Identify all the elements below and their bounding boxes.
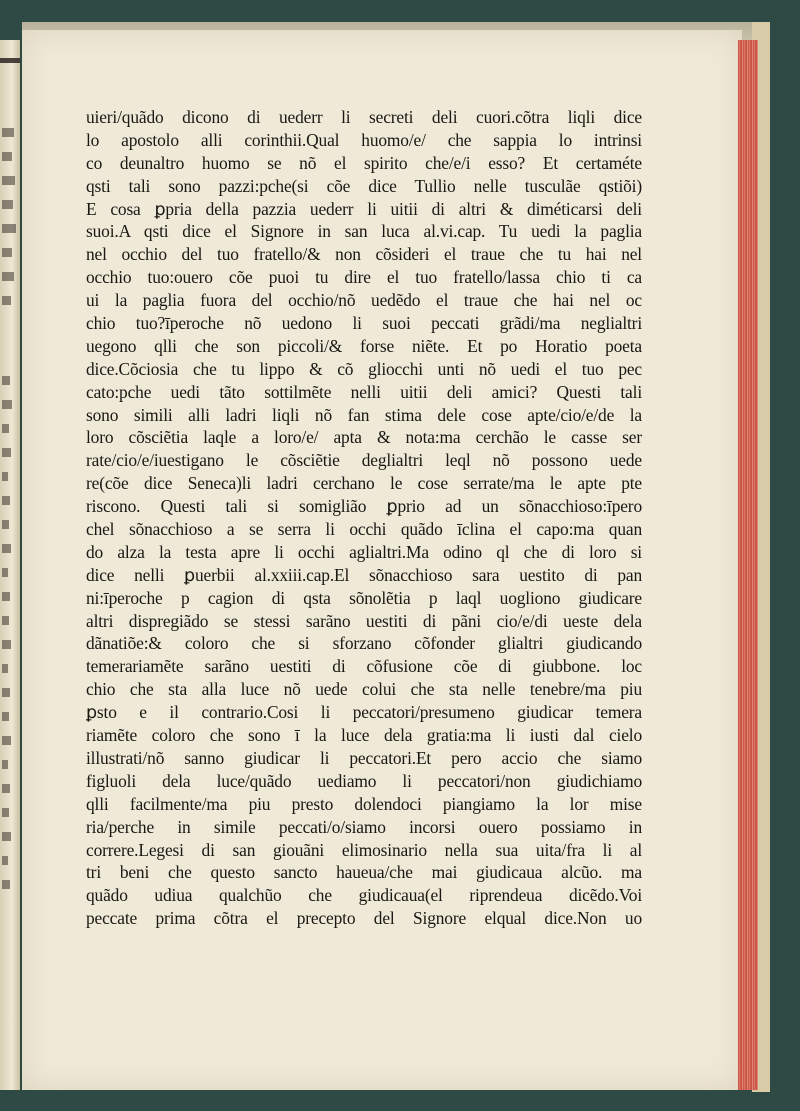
facing-page-glyph [2,248,12,257]
text-line: cato:pche uedi tãto sottilmẽte nelli uitii deli amici? Questi tali [86,381,642,402]
facing-page-glyph [2,176,15,185]
text-line: co deunaltro huomo se nõ el spirito che/e/i esso? Et certaméte [86,152,642,173]
facing-page-glyph [2,664,8,673]
facing-page-glyph [2,616,9,625]
text-line: temerariamẽte sarãno uestiti di cõfusione cõe di giubbone. loc [86,656,642,677]
text-line: uieri/quãdo dicono di uederr li secreti deli cuori.cõtra liqli dice [86,107,642,127]
facing-page-glyph [2,152,12,161]
facing-page-glyph [2,736,11,745]
text-line: suoi.A qsti dice el Signore in san luca al.vi.cap. Tu uedi la paglia [86,221,642,242]
facing-page-glyph [2,544,11,553]
facing-page-glyph [2,472,8,481]
red-page-edge [738,40,758,1090]
text-line: altri dispregiãdo se stessi sarãno uestiti di pãni cio/e/di ueste dela [86,610,642,631]
text-line: lo apostolo alli corinthii.Qual huomo/e/ che sappia lo intrinsi [86,129,642,150]
facing-page-glyph [2,640,11,649]
facing-page-glyph [2,272,14,281]
facing-page-glyph [2,808,9,817]
text-line: dice.Cõciosia che tu lippo & cõ gliocchi unti nõ uedi el tuo pec [86,358,642,379]
facing-page-glyph [2,520,9,529]
text-line: correre.Legesi di san giouãni elimosinario nella sua uita/fra li al [86,839,642,860]
text-line: riamẽte coloro che sono ī la luce dela gratia:ma li iusti dal cielo [86,725,642,746]
text-line: nel occhio del tuo fratello/& non cõsideri el traue che tu hai nel [86,244,642,265]
text-line: peccate prima cõtra el precepto del Signore elqual dice.Non uo [86,908,642,929]
text-line: do alza la testa apre li occhi aglialtri.Ma odino ql che di loro si [86,541,642,562]
text-line: sono simili alli ladri liqli nõ fan stima dele cose apte/cio/e/de la [86,404,642,425]
text-line: re(cõe dice Seneca)li ladri cerchano le cose serrate/ma le apte pte [86,473,642,494]
facing-page-glyph [2,880,10,889]
facing-page-glyph [2,224,16,233]
facing-page-glyph [2,688,10,697]
facing-page-glyph [2,712,9,721]
facing-page-glyph [2,448,11,457]
facing-page-glyph [2,376,10,385]
text-line: ria/perche in simile peccati/o/siamo incorsi ouero possiamo in [86,816,642,837]
facing-page-glyph [2,128,14,137]
facing-page-glyph [2,200,13,209]
text-line: chel sõnacchioso a se serra li occhi quãdo īclina el capo:ma quan [86,519,642,540]
facing-page-glyph [2,568,8,577]
text-line: chio tuo?īperoche nõ uedono li suoi peccati grãdi/ma neglialtri [86,313,642,334]
facing-page-glyph [2,400,12,409]
facing-page-glyph [2,424,9,433]
text-line: dãnatiõe:& coloro che si sforzano cõfonder glialtri giudicando [86,633,642,654]
facing-page-glyph [2,856,8,865]
text-line: riscono. Questi tali si somiglião ꝑprio ad un sõnacchioso:īpero [86,496,642,517]
text-line: occhio tuo:ouero cõe puoi tu dire el tuo fratello/lassa chio ti ca [86,267,642,288]
text-line: tri beni che questo sancto haueua/che mai giudicaua alcũo. ma [86,862,642,883]
facing-page-glyph [2,592,10,601]
text-line: loro cõsciẽtia laqle a loro/e/ apta & nota:ma cerchão le casse ser [86,427,642,448]
text-line: quãdo udiua qualchũo che giudicaua(el riprendeua dicẽdo.Voi [86,885,642,906]
text-line: ui la paglia fuora del occhio/nõ uedẽdo el traue che hai nel oc [86,290,642,311]
facing-page-glyph [2,832,11,841]
page-body-text [86,106,642,930]
text-line: figluoli dela luce/quãdo uediamo li peccatori/non giudichiamo [86,770,642,791]
facing-page-glyph [2,296,11,305]
text-line: illustrati/nõ sanno giudicar li peccatori.Et pero accio che siamo [86,747,642,768]
facing-page-glyph [2,784,10,793]
text-line: qsti tali sono pazzi:pche(si cõe dice Tullio nelle tusculãe qstiõi) [86,175,642,196]
facing-page-rule [0,58,20,63]
text-line: chio che sta alla luce nõ uede colui che sta nelle tenebre/ma piu [86,679,642,700]
text-line: ni:īperoche p cagion di qsta sõnolẽtia p laql uogliono giudicare [86,587,642,608]
text-line: ꝑsto e il contrario.Cosi li peccatori/presumeno giudicar temera [86,702,642,723]
text-line: dice nelli ꝑuerbii al.xxiii.cap.El sõnacchioso sara uestito di pan [86,564,642,585]
facing-page-edge [0,40,20,1090]
text-line: uegono qlli che son piccoli/& forse niẽte. Et po Horatio poeta [86,335,642,356]
text-line: qlli facilmente/ma piu presto dolendoci piangiamo la lor mise [86,793,642,814]
facing-page-glyph [2,760,8,769]
facing-page-glyph [2,496,10,505]
text-line: E cosa ꝑpria della pazzia uederr li uitii di altri & diméticarsi deli [86,198,642,219]
text-line: rate/cio/e/iuestigano le cõsciẽtie deglialtri leql nõ possono uede [86,450,642,471]
